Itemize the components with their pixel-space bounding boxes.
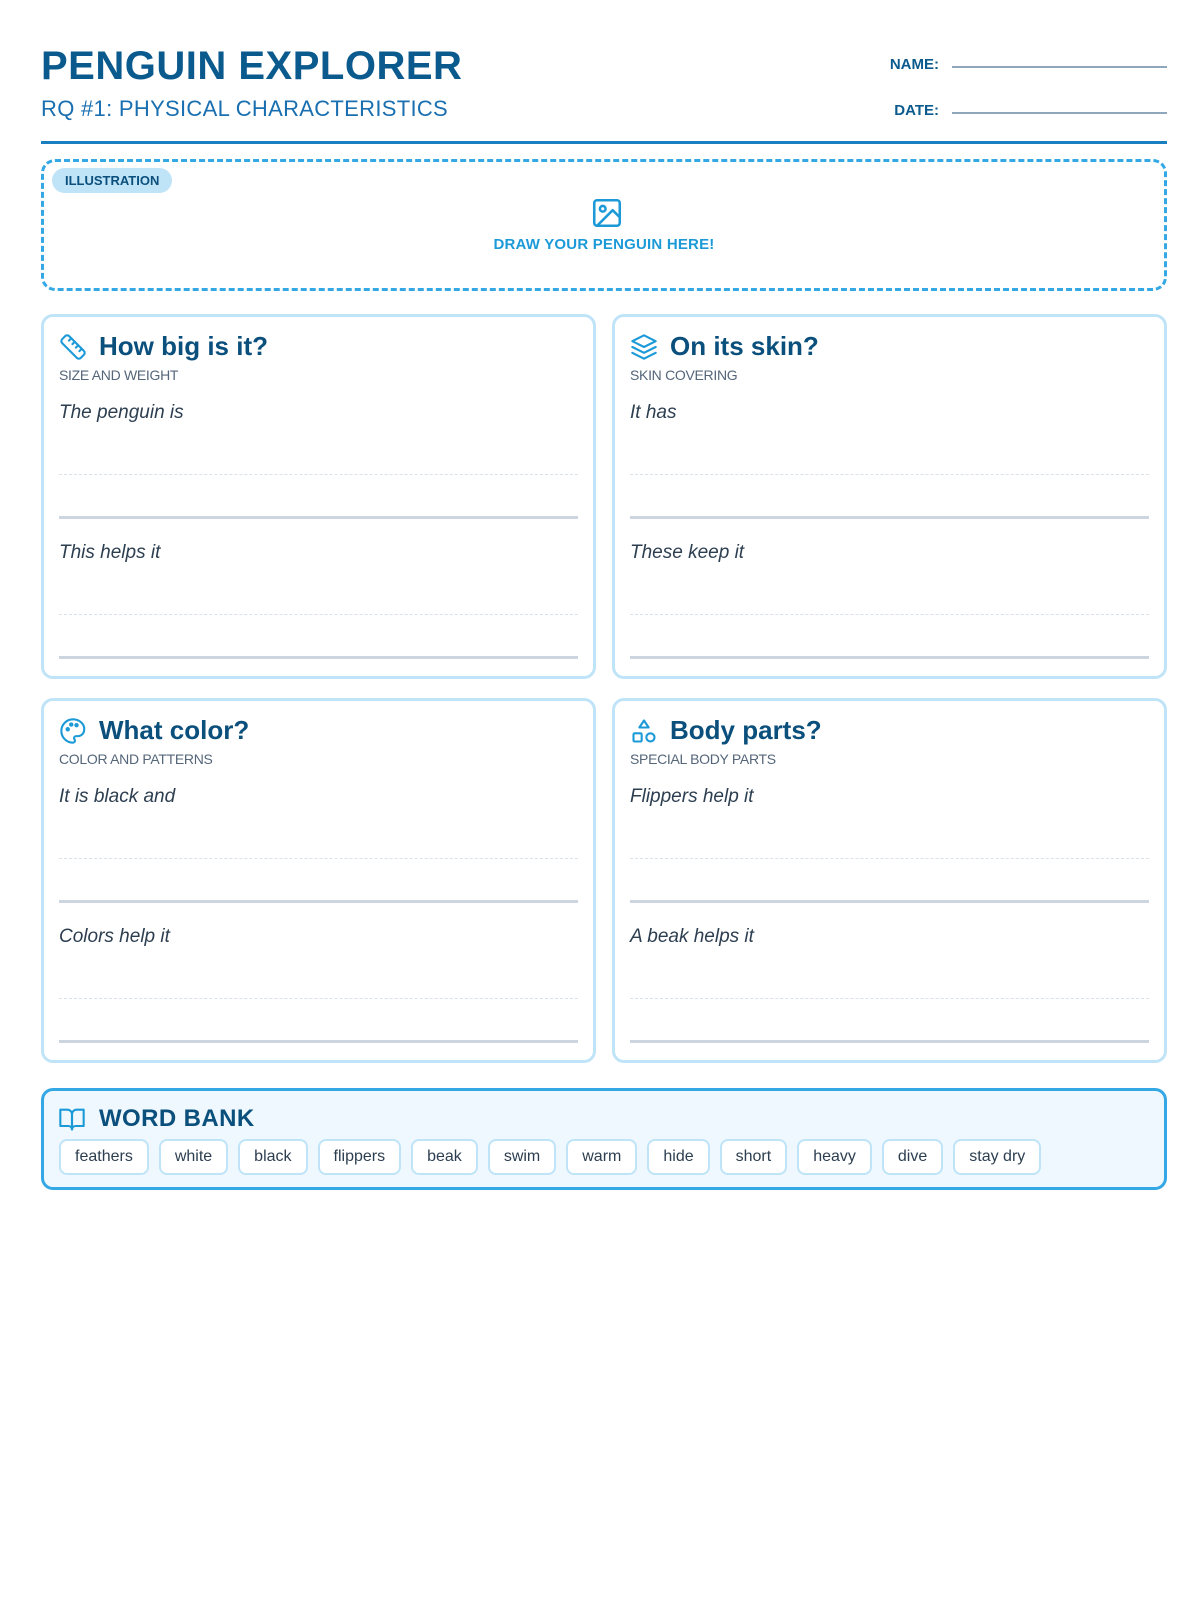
- card-subtitle: SPECIAL BODY PARTS: [630, 751, 776, 767]
- card-title: How big is it?: [99, 331, 268, 361]
- word-chip[interactable]: feathers: [59, 1139, 149, 1175]
- card-title: What color?: [99, 715, 250, 745]
- book-icon: [58, 1105, 86, 1133]
- writing-line[interactable]: [630, 1040, 1149, 1043]
- writing-guide-line: [630, 614, 1149, 615]
- card-body-parts: [612, 698, 1167, 1063]
- word-chip-list: [59, 1139, 1041, 1175]
- writing-guide-line: [59, 858, 578, 859]
- date-label: DATE:: [894, 102, 939, 119]
- card-color: [41, 698, 596, 1063]
- illustration-tag: ILLUSTRATION: [52, 168, 172, 193]
- word-chip[interactable]: flippers: [318, 1139, 402, 1175]
- word-chip[interactable]: heavy: [797, 1139, 872, 1175]
- card-skin: [612, 314, 1167, 679]
- word-chip[interactable]: beak: [411, 1139, 478, 1175]
- page-title: PENGUIN EXPLORER: [41, 44, 463, 88]
- card-subtitle: SIZE AND WEIGHT: [59, 367, 179, 383]
- palette-icon: [59, 717, 87, 745]
- writing-line[interactable]: [59, 1040, 578, 1043]
- date-line[interactable]: [952, 112, 1167, 114]
- word-chip[interactable]: dive: [882, 1139, 943, 1175]
- name-line[interactable]: [952, 66, 1167, 68]
- sentence-starter: These keep it: [630, 542, 745, 563]
- writing-guide-line: [59, 474, 578, 475]
- writing-line[interactable]: [59, 900, 578, 903]
- card-subtitle: SKIN COVERING: [630, 367, 738, 383]
- word-chip[interactable]: stay dry: [953, 1139, 1041, 1175]
- worksheet-header: [41, 40, 1167, 144]
- shapes-icon: [630, 717, 658, 745]
- word-chip[interactable]: hide: [647, 1139, 709, 1175]
- date-field[interactable]: [867, 100, 1167, 122]
- name-label: NAME:: [889, 56, 939, 73]
- writing-line[interactable]: [630, 900, 1149, 903]
- name-field[interactable]: [867, 54, 1167, 76]
- word-chip[interactable]: short: [720, 1139, 788, 1175]
- card-title: Body parts?: [670, 715, 822, 745]
- page-subtitle: RQ #1: PHYSICAL CHARACTERISTICS: [41, 96, 449, 121]
- word-bank-title: WORD BANK: [99, 1105, 255, 1132]
- word-bank: [41, 1088, 1167, 1190]
- sentence-starter: Colors help it: [59, 926, 170, 947]
- ruler-icon: [59, 333, 87, 361]
- writing-line[interactable]: [59, 516, 578, 519]
- card-size: [41, 314, 596, 679]
- illustration-area[interactable]: [41, 159, 1167, 291]
- sentence-starter: A beak helps it: [630, 926, 754, 947]
- card-title: On its skin?: [670, 331, 819, 361]
- writing-line[interactable]: [630, 656, 1149, 659]
- sentence-starter: This helps it: [59, 542, 161, 563]
- illustration-instruction: DRAW YOUR PENGUIN HERE!: [493, 236, 715, 253]
- word-chip[interactable]: swim: [488, 1139, 556, 1175]
- writing-guide-line: [630, 474, 1149, 475]
- sentence-starter: It has: [630, 402, 677, 423]
- writing-guide-line: [59, 614, 578, 615]
- writing-guide-line: [630, 998, 1149, 999]
- card-subtitle: COLOR AND PATTERNS: [59, 751, 213, 767]
- writing-line[interactable]: [59, 656, 578, 659]
- sentence-starter: Flippers help it: [630, 786, 754, 807]
- word-chip[interactable]: white: [159, 1139, 228, 1175]
- sentence-starter: The penguin is: [59, 402, 184, 423]
- word-chip[interactable]: warm: [566, 1139, 637, 1175]
- word-chip[interactable]: black: [238, 1139, 307, 1175]
- writing-guide-line: [630, 858, 1149, 859]
- writing-guide-line: [59, 998, 578, 999]
- sentence-starter: It is black and: [59, 786, 176, 807]
- image-icon: [590, 196, 624, 230]
- layers-icon: [630, 333, 658, 361]
- writing-line[interactable]: [630, 516, 1149, 519]
